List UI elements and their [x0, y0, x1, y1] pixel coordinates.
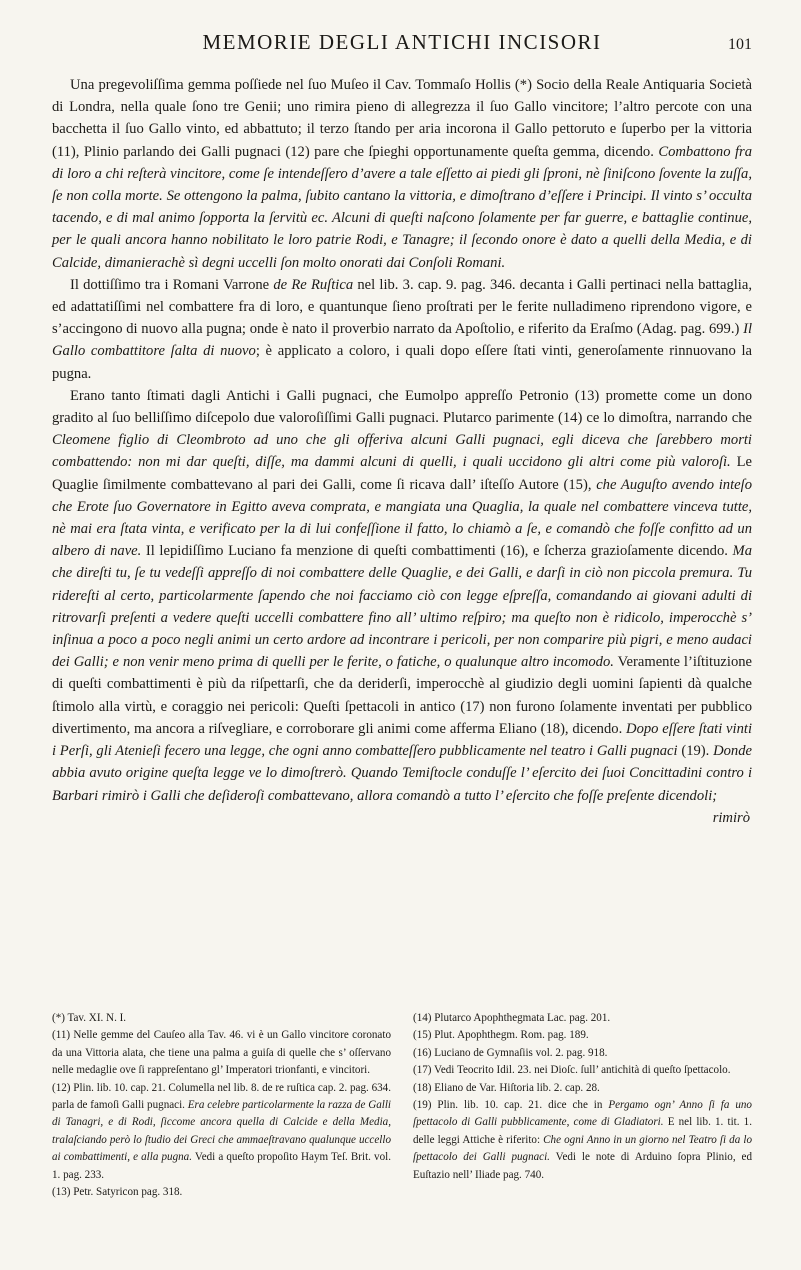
text-run: Una pregevoliſſima gemma poſſiede nel ſuo Muſeo il Cav. Tommaſo Hollis (*) Socio della Reale Antiquaria Società di Londra, nella quale ſono tre Genii; uno rimira pieno di allegrezza il ſuo Gallo vincitore; l’altro percote con una bacchetta il ſuo Gallo vinto, ed abbattuto; il terzo ſtando per aria incorona il Gallo pettoruto e ſuperbo per la vittoria (11), Plinio parlando dei Galli pugnaci (12) pare che ſpieghi opportunamente queſta gemma, dicendo.: [52, 77, 752, 160]
text-run: (13) Petr. Satyricon pag. 318.: [52, 1186, 183, 1199]
italic-text-run: Ma che direſti tu, ſe tu vedeſſi appreſſo di noi combattere delle Quaglie, e dei Galli, e darſi in ciò non piccola premura. Tu ridereſti al certo, particolarmente ſapendo che noi facciamo ciò con legge eſpreſſa, comandando ai giovani adulti di ritrovarſi preſenti a vedere queſti uccelli combattere fino all’ ultimo reſpiro; ma queſto non è ridicolo, imperocchè s’ inſinua a poco a poco negli animi un certo ardore ad incontrare i pericoli, per non comparire più pigri, e meno audaci dei Galli; e non venir meno prima di quelli per le ferite, o fatiche, o qualunque altro incomodo.: [52, 543, 752, 671]
paragraph: [52, 274, 752, 385]
page-number: 101: [728, 36, 752, 53]
text-run: (17) Vedi Teocrito Idil. 23. nei Dioſc. ſull’ antichità di queſto ſpettacolo.: [413, 1064, 731, 1077]
italic-text-run: che Auguſto avendo inteſo che Erote ſuo Governatore in Egitto aveva comprata, e mangiata una Quaglia, la quale nel combattere vinceva tutte, nè mai era ſtata vinta, e verificato per la di lui confeſſione il fatto, lo chiamò a ſe, e comandò che foſſe confitto ad un albero di nave.: [52, 476, 752, 560]
text-run: (12) Plin. lib. 10. cap. 21. Columella nel lib. 8. de re ruſtica cap. 2. pag. 634. parla de famoſi Galli pugnaci.: [52, 1081, 391, 1112]
catchword: rimirò: [712, 809, 750, 826]
text-run: nel lib. 3. cap. 9. pag. 346. decanta i Galli pertinaci nella battaglia, ed adattatiſſimi nel combattere fra di loro, e quantunque ſieno proſtrati per le ferite nulladimeno riprendono vigore, e s’accingono di nuovo alla pugna; onde è nato il proverbio narrato da Apoſtolio, e riferito da Eraſmo (Adag. pag. 699.): [52, 276, 752, 338]
text-run: (11) Nelle gemme del Cauſeo alla Tav. 46. vi è un Gallo vincitore coronato da una Vittoria alata, che tiene una palma a guiſa di quelle che s’ oſſervano nelle medaglie ove ſi rappreſentano gl’ Imperatori trionfanti, e vincitori.: [52, 1029, 391, 1077]
footnote: [52, 1080, 391, 1184]
italic-text-run: de Re Ruſtica: [273, 276, 354, 293]
text-run: Vedi le note di Arduino ſopra Plinio, ed Euſtazio nell’ Iliade pag. 740.: [413, 1151, 753, 1181]
footnotes-left-column: [52, 1010, 391, 1201]
text-run: (16) Luciano de Gymnaſiis vol. 2. pag. 918.: [413, 1046, 608, 1059]
footnote: [413, 1045, 752, 1062]
italic-text-run: Cleomene figlio di Cleombroto ad uno che gli offeriva alcuni Galli pugnaci, egli diceva che ſarebbero morti combattendo: non mi dar queſti, diſſe, ma dammi alcuni di quelli, i quali uccidono gli altri come più valoroſi.: [52, 432, 752, 471]
text-run: (14) Plutarco Apophthegmata Lac. pag. 201.: [413, 1012, 611, 1024]
page-header: [52, 30, 752, 72]
text-run: Il dottiſſimo tra i Romani Varrone: [70, 276, 274, 293]
italic-text-run: Dopo eſſere ſtati vinti i Perſi, gli Atenieſi fecero una legge, che ogni anno combatteſſero pubblicamente nel teatro i Galli pugnaci: [52, 720, 752, 760]
text-run: (15) Plut. Apophthegm. Rom. pag. 189.: [413, 1029, 589, 1042]
text-run: ; è applicato a coloro, i quali dopo eſſere ſtati vinti, generoſamente rinnuovano la pugna.: [52, 343, 752, 382]
italic-text-run: Il Gallo combattitore ſalta di nuovo: [52, 321, 752, 360]
italic-text-run: Pergamo ogn’ Anno ſi fa uno ſpettacolo di Galli pubblicamente, come di Gladiatori.: [413, 1099, 752, 1129]
text-run: E nel lib. 1. tit. 1. delle leggi Attiche è riferito:: [413, 1116, 752, 1146]
paragraph: [52, 74, 752, 274]
footnote: [413, 1027, 752, 1044]
footnote: [52, 1027, 391, 1079]
text-run: Erano tanto ſtimati dagli Antichi i Galli pugnaci, che Eumolpo appreſſo Petronio (13) promette come un dono gradito al ſuo belliſſimo diſcepolo due valoroſiſſimi Galli pugnaci. Plutarco parimente (14) ce lo dimoſtra, narrando che: [52, 387, 752, 427]
footnote: [52, 1010, 391, 1027]
main-text: [52, 74, 752, 829]
footnote: [52, 1184, 391, 1201]
footnote: [413, 1010, 752, 1027]
italic-text-run: Combattono fra di loro a chi reſterà vincitore, come ſe intendeſſero d’avere a tale eſſetto ai piedi gli ſproni, nè ſiniſcono ſovente la zuſſa, ſe non colla morte. Se ottengono la palma, ſubito cantano la vittoria, e dimoſtrano d’eſſere i Principi. Il vinto s’ occulta tacendo, e di mal animo ſopporta la ſervitù ec. Alcuni di queſti naſcono ſolamente per far guerre, e battaglie continue, per le quali ancora hanno nobilitato le loro patrie Rodi, e Tanagre; il ſecondo onore è dato a quelli della Media, e di Calcide, dimanierachè sì degni uccelli ſon molto onorati dai Conſoli Romani.: [52, 143, 753, 271]
italic-text-run: Donde abbia avuto origine queſta legge ve lo dimoſtrerò. Quando Temiſtocle conduſſe l’ eſercito dei ſuoi Concittadini contro i Barbari rimirò i Galli che deſideroſi combattevano, allora comandò a tutto l’ eſercito che foſſe preſente dicendoli;: [52, 743, 752, 804]
text-run: Vedi a queſto propoſito Haym Teſ. Brit. vol. 1. pag. 233.: [52, 1151, 391, 1181]
text-run: Il lepidiſſimo Luciano fa menzione di queſti combattimenti (16), e ſcherza grazioſamente dicendo.: [141, 543, 733, 560]
footnotes: [52, 1010, 752, 1201]
book-page: [52, 30, 752, 829]
italic-text-run: Che ogni Anno in un giorno nel Teatro ſi da lo ſpettacolo dei Galli pugnaci.: [413, 1133, 752, 1164]
running-title: MEMORIE DEGLI ANTICHI INCISORI: [202, 30, 602, 54]
text-run: (18) Eliano de Var. Hiſtoria lib. 2. cap. 28.: [413, 1081, 600, 1094]
text-run: Veramente l’iſtituzione di queſti combattimenti è più da riſpettarſi, che da deriderſi, imperocchè al giudizio degli uomini ſapienti dà qualche ſtimolo alla virtù, e coraggio nei pericoli: Queſti ſpettacoli in antico (17) non furono ſolamente inventati per pubblico divertimento, ma ancora a riſvegliare, e corroborare gli animi come afferma Eliano (18), dicendo.: [52, 654, 753, 737]
footnote: [413, 1062, 752, 1079]
paragraph: [52, 385, 752, 807]
footnotes-right-column: [413, 1010, 752, 1201]
footnote: [413, 1097, 752, 1184]
text-run: (*) Tav. XI. N. I.: [52, 1012, 127, 1024]
text-run: Le Quaglie ſimilmente combattevano al pari dei Galli, come ſi ricava dall’ iſteſſo Autore (15),: [52, 454, 752, 493]
italic-text-run: Era celebre particolarmente la razza de Galli di Tanagri, e di Rodi, ſiccome ancora quella di Calcide e della Media, tralaſciando però lo ſtudio dei Greci che ammaeſtravano qualunque uccello ai combattimenti, e alla pugna.: [52, 1099, 391, 1164]
footnote: [413, 1080, 752, 1097]
text-run: (19).: [677, 743, 714, 760]
text-run: (19) Plin. lib. 10. cap. 21. dice che in: [413, 1099, 609, 1112]
